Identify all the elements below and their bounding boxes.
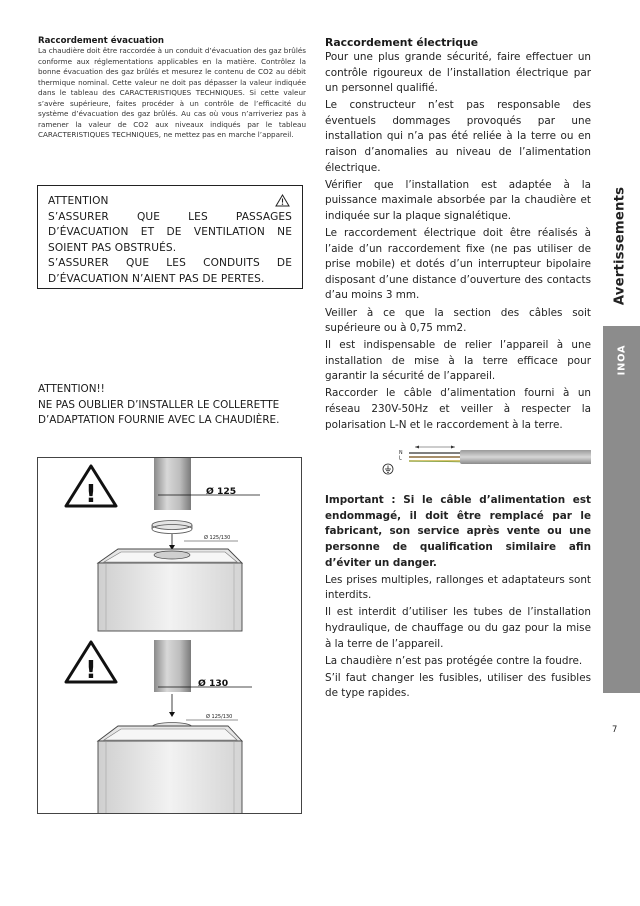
electrical-paragraph: Veiller à ce que la section des câbles soit supérieure ou à 0,75 mm2.: [325, 306, 591, 335]
section-label: [600, 180, 640, 312]
warning-glyph: !: [85, 479, 97, 508]
flue-diagram: [38, 458, 302, 814]
adapter-label-bottom: Ø 125/130: [206, 714, 233, 720]
earth-icon: [383, 464, 393, 474]
flue-installation-figure: [37, 457, 302, 814]
section-label-text: Avertissements: [612, 186, 628, 306]
cable-diagram: [325, 441, 591, 487]
electrical-paragraph: Pour une plus grande sécurité, faire effectuer un contrôle rigoureux de l’installation électrique par un personnel qualifié.: [325, 51, 591, 95]
attention2-line: NE PAS OUBLIER D’INSTALLER LE COLLERETTE: [38, 398, 280, 411]
attention-box-line: S’ASSURER QUE LES CONDUITS DE: [48, 257, 292, 270]
attention-box-title: ATTENTION: [48, 195, 109, 207]
adapter-collar: [152, 521, 192, 530]
flue-pipe-top: [154, 458, 191, 510]
safety-paragraph: Les prises multiples, rallonges et adaptateurs sont interdits.: [325, 573, 591, 602]
product-tab: [603, 326, 640, 693]
warning-sign-bottom: [66, 642, 116, 684]
cable-label-n: N: [399, 451, 403, 457]
safety-paragraph: S’il faut changer les fusibles, utiliser des fusibles de type rapides.: [325, 671, 591, 700]
pipe-label-130: Ø 130: [198, 678, 229, 689]
flue-pipe-bottom: [154, 640, 191, 692]
safety-paragraph: La chaudière n’est pas protégée contre la foudre.: [325, 654, 583, 667]
cable-label-l: L: [399, 456, 402, 462]
attention-box-line: D’ÉVACUATION N’AIENT PAS DE PERTES.: [48, 272, 265, 285]
attention2-title: ATTENTION!!: [38, 383, 105, 395]
electrical-paragraph: Le raccordement électrique doit être réalisés à l’aide d’un raccordement fixe (ne pas utiliser de prise mobile) et dotés d’un interrupteur bipolaire disposant d’une distance d’ouverture des contacts d’au moins 3 mm.: [325, 227, 591, 302]
warning-sign-top: [66, 466, 116, 508]
evacuation-body: La chaudière doit être raccordée à un conduit d’évacuation des gaz brûlés conforme aux réglementations applicables en la matière. Contrôlez la bonne évacuation des gaz brûlés et mesurez le contenu de CO2 au débit thermique nominal. Cette valeur ne doit pas dépasser la valeur indiquée dans le tableau des CARACTERISTIQUES TECHNIQUES. Si cette valeur s’avère supérieure, faites procéder à un contrôle de l’efficacité du système d’évacuation des gaz brûlés. Au cas où vous n’arriveriez pas à ramener la valeur de CO2 aux niveaux indiqués par le tableau CARACTERISTIQUES TECHNIQUES, ne mettez pas en marche l’appareil.: [38, 46, 307, 139]
electrical-title: Raccordement électrique: [325, 36, 479, 49]
electrical-section: [325, 36, 591, 703]
cable-sheath: [460, 450, 591, 464]
page-number: 7: [612, 724, 618, 734]
electrical-paragraph: Le constructeur n’est pas responsable des éventuels dommages provoqués par une installation qui n’a pas été reliée à la terre ou en raison d’anomalies au niveau de l’alimentation électrique.: [325, 99, 591, 174]
attention-box-line: S’ASSURER QUE LES PASSAGES: [48, 210, 292, 223]
attention-collerette: [38, 382, 310, 429]
attention2-line: D’ADAPTATION FOURNIE AVEC LA CHAUDIÈRE.: [38, 414, 280, 426]
electrical-paragraph: Il est indispensable de relier l’appareil à une installation de mise à la terre efficace pour garantir la sécurité de l’appareil.: [325, 339, 591, 383]
electrical-paragraph: Raccorder le câble d’alimentation fourni à un réseau 230V-50Hz et veiller à respecter la polarisation L-N et le raccordement à la terre.: [325, 387, 591, 431]
adapter-label-top: Ø 125/130: [204, 535, 231, 541]
electrical-paragraph: Vérifier que l’installation est adaptée à la puissance maximale absorbée par la chaudière et indiquée sur la plaque signalétique.: [325, 178, 591, 222]
attention-box-line: SOIENT PAS OBSTRUÉS.: [48, 241, 177, 254]
product-tab-label: INOA: [616, 344, 627, 376]
boiler-body-2: [98, 741, 242, 814]
attention-box: [37, 185, 303, 289]
warning-triangle-icon: [275, 194, 290, 207]
attention-box-line: D’ÉVACUATION ET DE VENTILATION NE: [48, 226, 292, 239]
evacuation-title: Raccordement évacuation: [38, 36, 165, 46]
boiler-body: [98, 563, 242, 631]
pipe-label-125: Ø 125: [206, 486, 237, 497]
important-warning: Important : Si le câble d’alimentation est endommagé, il doit être remplacé par le fabricant, son service après vente ou une personne de qualification similaire afin d’éviter un danger.: [325, 494, 591, 569]
warning-glyph: !: [85, 655, 97, 684]
safety-paragraph: Il est interdit d’utiliser les tubes de l’installation hydraulique, de chauffage ou du gaz pour la mise à la terre de l’appareil.: [325, 606, 591, 650]
